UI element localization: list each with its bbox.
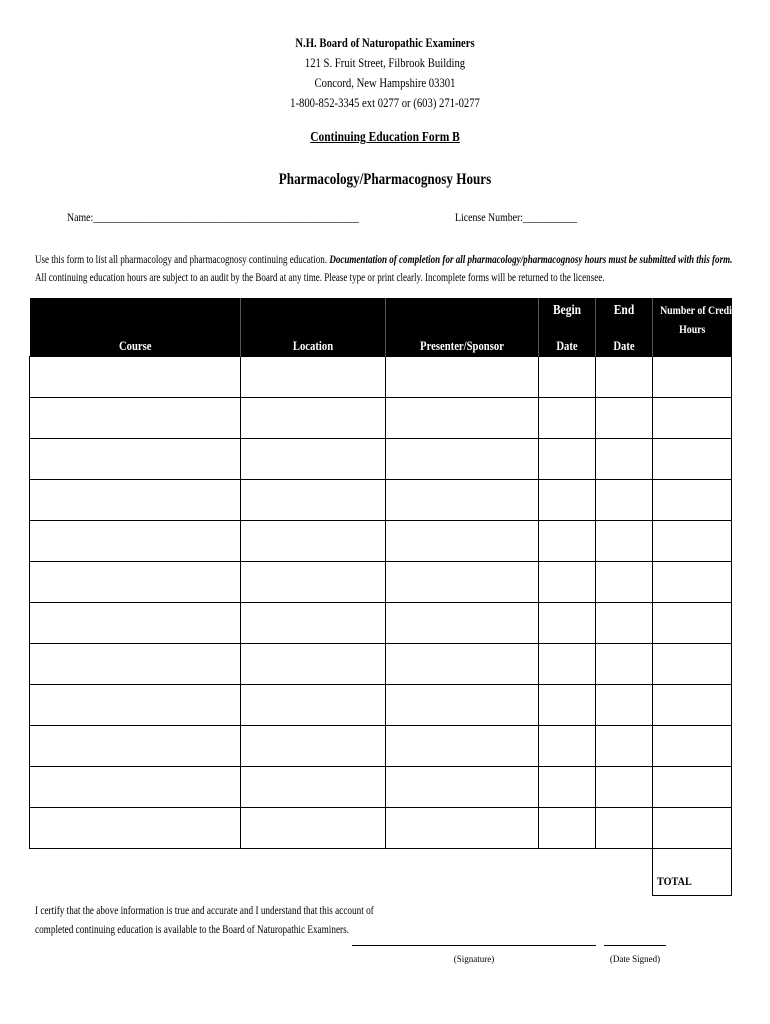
table-row bbox=[30, 480, 732, 521]
cell-presenter[interactable] bbox=[386, 644, 539, 685]
cell-begin-date[interactable] bbox=[539, 562, 596, 603]
form-title-text: Continuing Education Form B bbox=[310, 130, 460, 145]
cell-credit-hours[interactable] bbox=[653, 685, 732, 726]
table-row bbox=[30, 808, 732, 849]
col-header-begin-top: Begin bbox=[552, 303, 582, 318]
certification-line-1: I certify that the above information is true and accurate and I understand that this account of bbox=[35, 905, 374, 917]
cell-location[interactable] bbox=[241, 521, 386, 562]
cell-end-date[interactable] bbox=[596, 603, 653, 644]
cell-begin-date[interactable] bbox=[539, 808, 596, 849]
table-row bbox=[30, 357, 732, 398]
cell-presenter[interactable] bbox=[386, 726, 539, 767]
cell-presenter[interactable] bbox=[386, 685, 539, 726]
page-subtitle bbox=[0, 171, 770, 189]
date-signed-label: (Date Signed) bbox=[609, 954, 661, 964]
table-row bbox=[30, 521, 732, 562]
cell-credit-hours[interactable] bbox=[653, 357, 732, 398]
cell-end-date[interactable] bbox=[596, 808, 653, 849]
board-address-street: 121 S. Fruit Street, Filbrook Building bbox=[304, 55, 466, 70]
cell-presenter[interactable] bbox=[386, 767, 539, 808]
cell-course[interactable] bbox=[30, 357, 241, 398]
table-row bbox=[30, 562, 732, 603]
table-row bbox=[30, 439, 732, 480]
cell-course[interactable] bbox=[30, 398, 241, 439]
table-row bbox=[30, 398, 732, 439]
cell-presenter[interactable] bbox=[386, 480, 539, 521]
col-header-credit-line-1: Number of Credit bbox=[660, 303, 736, 317]
cell-credit-hours[interactable] bbox=[653, 439, 732, 480]
col-header-begin-bottom: Date bbox=[556, 338, 578, 353]
form-header bbox=[0, 33, 770, 113]
cell-course[interactable] bbox=[30, 480, 241, 521]
total-row bbox=[30, 849, 732, 896]
cell-course[interactable] bbox=[30, 685, 241, 726]
cell-course[interactable] bbox=[30, 644, 241, 685]
cell-credit-hours[interactable] bbox=[653, 562, 732, 603]
cell-location[interactable] bbox=[241, 808, 386, 849]
cell-credit-hours[interactable] bbox=[653, 521, 732, 562]
cell-end-date[interactable] bbox=[596, 439, 653, 480]
name-field[interactable]: Name:______________________________________________________ bbox=[67, 210, 359, 224]
table-row bbox=[30, 767, 732, 808]
cell-begin-date[interactable] bbox=[539, 603, 596, 644]
cell-end-date[interactable] bbox=[596, 562, 653, 603]
instructions-line-2: All continuing education hours are subject to an audit by the Board at any time. Please type or print clearly. Incomplete forms will be returned to the licensee. bbox=[35, 272, 605, 284]
cell-begin-date[interactable] bbox=[539, 480, 596, 521]
col-header-course-text: Course bbox=[118, 338, 152, 353]
cell-presenter[interactable] bbox=[386, 521, 539, 562]
signature-label: (Signature) bbox=[453, 954, 495, 964]
cell-credit-hours[interactable] bbox=[653, 603, 732, 644]
cell-course[interactable] bbox=[30, 439, 241, 480]
col-header-credit-hours bbox=[653, 298, 736, 357]
cell-begin-date[interactable] bbox=[539, 439, 596, 480]
cell-end-date[interactable] bbox=[596, 767, 653, 808]
cell-course[interactable] bbox=[30, 521, 241, 562]
cell-begin-date[interactable] bbox=[539, 398, 596, 439]
cell-location[interactable] bbox=[241, 480, 386, 521]
cell-credit-hours[interactable] bbox=[653, 480, 732, 521]
board-phone: 1-800-852-3345 ext 0277 or (603) 271-0277 bbox=[290, 95, 480, 110]
cell-end-date[interactable] bbox=[596, 480, 653, 521]
cell-begin-date[interactable] bbox=[539, 644, 596, 685]
board-name: N.H. Board of Naturopathic Examiners bbox=[295, 35, 475, 50]
table-body bbox=[30, 357, 732, 896]
license-number-field[interactable]: License Number:___________ bbox=[455, 210, 578, 224]
col-header-course bbox=[30, 298, 241, 357]
instructions-line-1 bbox=[35, 251, 732, 269]
table-header-row bbox=[30, 298, 732, 357]
cell-course[interactable] bbox=[30, 767, 241, 808]
signature-line[interactable] bbox=[352, 945, 596, 946]
page-subtitle-text: Pharmacology/Pharmacognosy Hours bbox=[278, 171, 492, 188]
col-header-presenter-text: Presenter/Sponsor bbox=[420, 338, 504, 353]
cell-credit-hours[interactable] bbox=[653, 808, 732, 849]
cell-course[interactable] bbox=[30, 562, 241, 603]
col-header-credit-line-2: Hours bbox=[679, 322, 706, 336]
cell-begin-date[interactable] bbox=[539, 521, 596, 562]
col-header-end-date bbox=[596, 298, 653, 357]
cell-end-date[interactable] bbox=[596, 357, 653, 398]
date-signed-line[interactable] bbox=[604, 945, 666, 946]
cell-location[interactable] bbox=[241, 685, 386, 726]
cell-begin-date[interactable] bbox=[539, 357, 596, 398]
cell-presenter[interactable] bbox=[386, 562, 539, 603]
board-address-city: Concord, New Hampshire 03301 bbox=[314, 75, 456, 90]
table-row bbox=[30, 685, 732, 726]
cell-location[interactable] bbox=[241, 562, 386, 603]
cell-credit-hours[interactable] bbox=[653, 726, 732, 767]
col-header-location-text: Location bbox=[292, 338, 334, 353]
cell-location[interactable] bbox=[241, 644, 386, 685]
cell-location[interactable] bbox=[241, 398, 386, 439]
cell-location[interactable] bbox=[241, 603, 386, 644]
cell-location[interactable] bbox=[241, 439, 386, 480]
cell-begin-date[interactable] bbox=[539, 685, 596, 726]
cell-end-date[interactable] bbox=[596, 644, 653, 685]
cell-presenter[interactable] bbox=[386, 439, 539, 480]
col-header-end-bottom: Date bbox=[613, 338, 635, 353]
cell-credit-hours[interactable] bbox=[653, 644, 732, 685]
ce-hours-table bbox=[29, 298, 736, 896]
cell-begin-date[interactable] bbox=[539, 767, 596, 808]
certification-statement bbox=[35, 902, 374, 940]
cell-credit-hours[interactable] bbox=[653, 398, 732, 439]
total-label: TOTAL bbox=[657, 874, 692, 888]
cell-presenter[interactable] bbox=[386, 398, 539, 439]
cell-end-date[interactable] bbox=[596, 685, 653, 726]
table-row bbox=[30, 603, 732, 644]
col-header-credit-text bbox=[653, 301, 736, 339]
instructions bbox=[35, 251, 732, 287]
cell-presenter[interactable] bbox=[386, 603, 539, 644]
cell-course[interactable] bbox=[30, 808, 241, 849]
cell-presenter[interactable] bbox=[386, 808, 539, 849]
total-row-spacer bbox=[30, 849, 653, 896]
cell-end-date[interactable] bbox=[596, 726, 653, 767]
cell-end-date[interactable] bbox=[596, 521, 653, 562]
cell-credit-hours[interactable] bbox=[653, 767, 732, 808]
instructions-plain-text: Use this form to list all pharmacology and pharmacognosy continuing education. bbox=[35, 254, 330, 266]
col-header-location bbox=[241, 298, 386, 357]
form-title bbox=[0, 130, 770, 146]
certification-line-2: completed continuing education is available to the Board of Naturopathic Examiners. bbox=[35, 924, 349, 936]
cell-course[interactable] bbox=[30, 603, 241, 644]
cell-begin-date[interactable] bbox=[539, 726, 596, 767]
cell-end-date[interactable] bbox=[596, 398, 653, 439]
table-row bbox=[30, 644, 732, 685]
cell-location[interactable] bbox=[241, 357, 386, 398]
table-row bbox=[30, 726, 732, 767]
col-header-end-top: End bbox=[613, 303, 635, 318]
col-header-begin-date bbox=[539, 298, 596, 357]
cell-location[interactable] bbox=[241, 726, 386, 767]
cell-location[interactable] bbox=[241, 767, 386, 808]
instructions-emphasis-text: Documentation of completion for all pharmacology/pharmacognosy hours must be submitted with this form. bbox=[329, 254, 733, 266]
cell-course[interactable] bbox=[30, 726, 241, 767]
col-header-presenter bbox=[386, 298, 539, 357]
total-hours-cell[interactable] bbox=[653, 849, 732, 896]
cell-presenter[interactable] bbox=[386, 357, 539, 398]
